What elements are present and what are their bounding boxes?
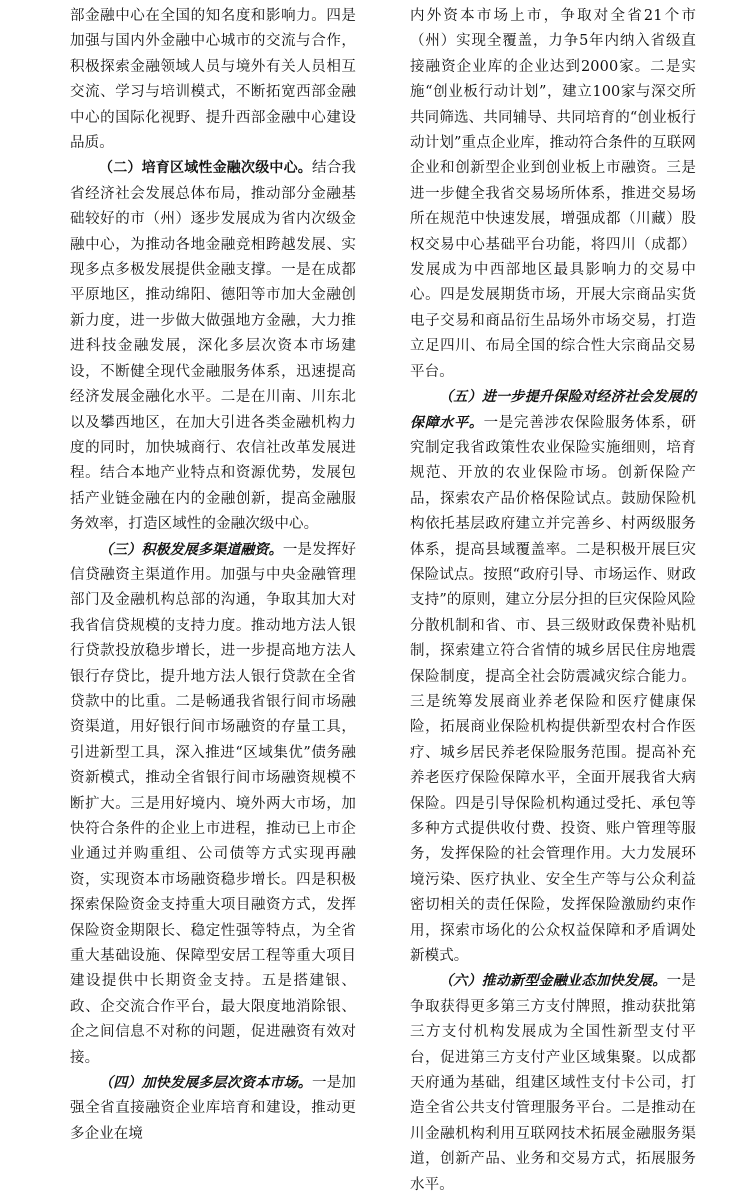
section-4-paragraph [70,1071,356,1147]
section-3-heading: （三）积极发展多渠道融资。 [99,541,283,558]
section-6-body: 一是争取获得更多第三方支付牌照，推动获批第三方支付机构发展成为全国性新型支付平台，促进第三方支付产业区域集聚。以成都天府通为基础，组建区域性支付卡公司，打造全省公共支付管理服务平台。二是推动在川金融机构利用互联网技术拓展金融服务渠道，创新产品、业务和交易方式，拓展服务水平。 [410,973,697,1193]
section-2-body: 结合我省经济社会发展总体布局，推动部分金融基础较好的市（州）逐步发展成为省内次级金融中心，为推动各地金融竞相跨越发展、实现多点多极发展提供金融支撑。一是在成都平原地区，推动绵阳、德阳等市加大金融创新力度，进一步做大做强地方金融，大力推进科技金融发展，深化多层次资本市场建设，不断健全现代金融服务体系，迅速提高经济发展金融化水平。二是在川南、川东北以及攀西地区，在加大引进各类金融机构力度的同时，加快城商行、农信社改革发展进程。结合本地产业特点和资源优势，发展包括产业链金融在内的金融创新，提高金融服务效率，打造区域性的金融次级中心。 [70,160,356,533]
section-6-heading: （六）推动新型金融业态加快发展。 [439,973,667,990]
paragraph-continuation: 部金融中心在全国的知名度和影响力。四是加强与国内外金融中心城市的交流与合作，积极探索金融领域人员与境外有关人员相互交流、学习与培训模式，不断拓宽西部金融中心的国际化视野、提升西部金融中心建设品质。 [70,8,356,152]
section-5-body: 一是完善涉农保险服务体系，研究制定我省政策性农业保险实施细则，培育规范、开放的农业保险市场。创新保险产品，探索农产品价格保险试点。鼓励保险机构依托基层政府建立并完善乡、村两级服务体系，提高县域覆盖率。二是积极开展巨灾保险试点。按照“政府引导、市场运作、财政支持”的原则，建立分层分担的巨灾保险风险分散机制和省、市、县三级财政保费补贴机制，探索建立符合省情的城乡居民住房地震保险制度，提高全社会防震减灾综合能力。三是统筹发展商业养老保险和医疗健康保险，拓展商业保险机构提供新型农村合作医疗、城乡居民养老保险服务范围。提高补充养老医疗保险保障水平，全面开展我省大病保险。四是引导保险机构通过受托、承包等多种方式提供收付费、投资、账户管理等服务，发挥保险的社会管理作用。大力发展环境污染、医疗执业、安全生产等与公众利益密切相关的责任保险，发挥保险激励约束作用，探索市场化的公众权益保障和矛盾调处新模式。 [410,414,697,965]
section-3-paragraph [70,538,356,1072]
section-6-paragraph [410,969,696,1198]
left-column [70,4,356,1147]
right-column [410,4,696,1198]
section-2-paragraph [70,156,356,537]
section-5-heading: （五）进一步提升保险对经济社会发展的保障水平。 [410,389,696,431]
section-5-paragraph [410,385,696,969]
section-4-heading: （四）加快发展多层次资本市场。 [99,1075,312,1092]
section-4-body: 一是加强全省直接融资企业库培育和建设，推动更多企业在境 [70,1075,356,1142]
paragraph-continuation-right: 内外资本市场上市，争取对全省21个市（州）实现全覆盖，力争5年内纳入省级直接融资企业库的企业达到2000家。二是实施“创业板行动计划”，建立100家与深交所共同筛选、共同辅导、共同培育的“创业板行动计划”重点企业库，推动符合条件的互联网企业和创新型企业到创业板上市融资。三是进一步健全我省交易场所体系，推进交易场所在规范中快速发展，增强成都（川藏）股权交易中心基础平台功能，将四川（成都）发展成为中西部地区最具影响力的交易中心。四是发展期货市场，开展大宗商品实货电子交易和商品衍生品场外市场交易，打造立足四川、布局全国的综合性大宗商品交易平台。 [410,8,696,380]
section-3-body: 一是发挥好信贷融资主渠道作用。加强与中央金融管理部门及金融机构总部的沟通，争取其加大对我省信贷规模的支持力度。推动地方法人银行贷款投放稳步增长，进一步提高地方法人银行存贷比，提升地方法人银行贷款在全省贷款中的比重。二是畅通我省银行间市场融资渠道，用好银行间市场融资的存量工具，引进新型工具，深入推进“区域集优”债务融资新模式，推动全省银行间市场融资规模不断扩大。三是用好境内、境外两大市场，加快符合条件的企业上市进程，推动已上市企业通过并购重组、公司债等方式实现再融资，实现资本市场融资稳步增长。四是积极探索保险资金支持重大项目融资方式，发挥保险资金期限长、稳定性强等特点，为全省重大基础设施、保障型安居工程等重大项目建设提供中长期资金支持。五是搭建银、政、企交流合作平台，最大限度地消除银、企之间信息不对称的问题，促进融资有效对接。 [70,541,356,1066]
section-2-heading: （二）培育区域性金融次级中心。 [99,160,312,177]
